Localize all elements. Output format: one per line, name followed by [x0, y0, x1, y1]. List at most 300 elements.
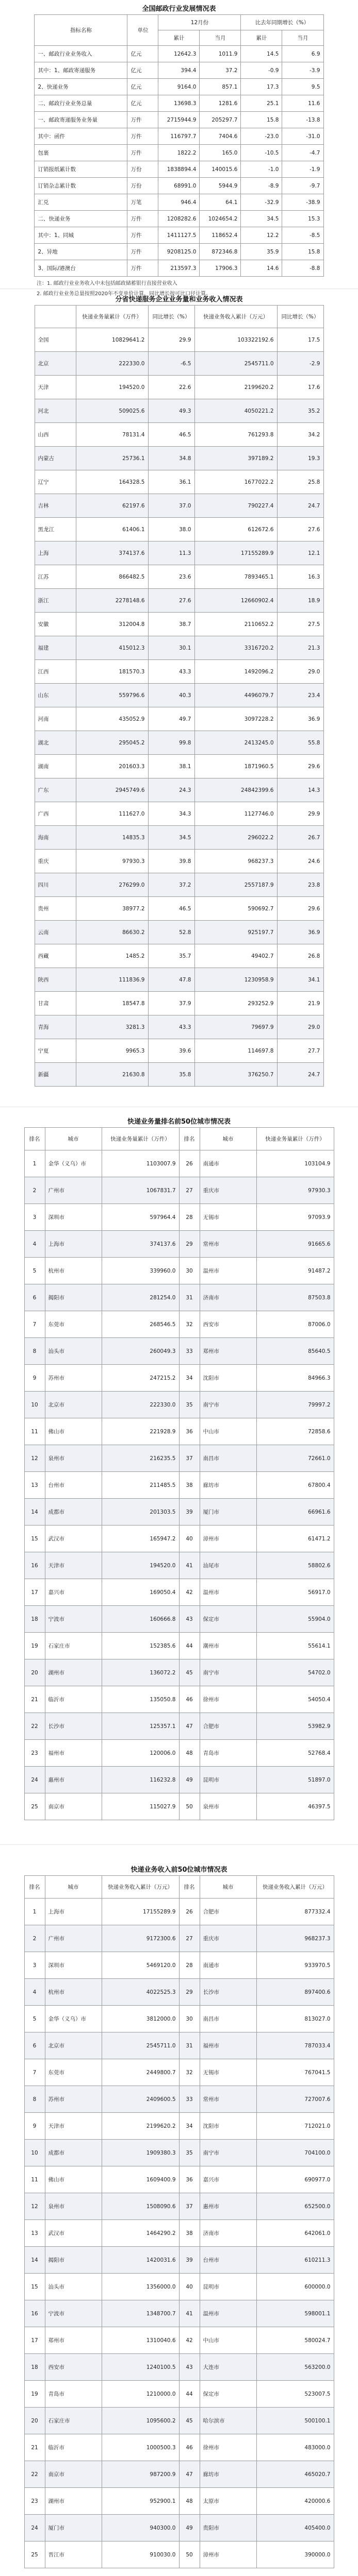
table-row: [35, 850, 323, 873]
table-cell: 39: [179, 1499, 200, 1526]
table-cell: -3.9: [282, 62, 323, 79]
table-cell: 湖南: [35, 755, 76, 778]
table-cell: 万件: [127, 227, 158, 244]
table-cell: 813027.0: [256, 2006, 334, 2032]
table-cell: 598001.1: [256, 2300, 334, 2327]
table-cell: 26.8: [277, 944, 323, 968]
table-cell: 湖州市: [45, 1659, 102, 1686]
table-cell: 4496079.7: [194, 684, 277, 707]
table-cell: 29: [179, 1231, 200, 1258]
table-row: [35, 79, 323, 95]
table-cell: 296022.2: [194, 826, 277, 850]
table-cell: 漳州市: [200, 2541, 256, 2568]
table-row: [24, 2327, 334, 2354]
table-cell: 20: [24, 1659, 45, 1686]
table-cell: 5944.9: [200, 178, 241, 194]
table-cell: 111836.9: [76, 968, 148, 992]
table-cell: 青岛市: [200, 1740, 256, 1767]
table-cell: 2、快递业务: [35, 79, 127, 95]
table-cell: 34.3: [148, 802, 194, 826]
table-row: [35, 589, 323, 613]
national-postal-table: [34, 14, 323, 277]
table-cell: 38.7: [148, 613, 194, 636]
table-cell: 559796.6: [76, 684, 148, 707]
table-cell: 4: [24, 1979, 45, 2006]
section-top50-volume: [0, 1117, 358, 1820]
table-cell: 34.5: [148, 826, 194, 850]
table-cell: 包裹: [35, 145, 127, 161]
table-cell: -10.5: [241, 145, 282, 161]
table-cell: 5: [24, 1258, 45, 1284]
table-cell: 509025.6: [76, 399, 148, 423]
table-cell: 宁波市: [45, 1606, 102, 1633]
table-cell: 483000.0: [256, 2434, 334, 2461]
table-cell: 216235.5: [102, 1445, 179, 1472]
table-cell: 亿元: [127, 95, 158, 112]
table-cell: 重庆市: [200, 1177, 256, 1204]
table-cell: 33: [179, 1338, 200, 1365]
table-row: [24, 2220, 334, 2247]
table-row: [35, 376, 323, 399]
table-cell: 135050.8: [102, 1686, 179, 1713]
table-cell: 1871960.5: [194, 755, 277, 778]
table-cell: 79997.2: [256, 1392, 334, 1418]
table-cell: 114697.8: [194, 1039, 277, 1063]
table-cell: 38.1: [148, 755, 194, 778]
table-cell: 单位: [127, 15, 158, 46]
table-cell: 福州市: [45, 1740, 102, 1767]
table-row: [24, 1284, 334, 1311]
table-title: 全国邮政行业发展情况表: [142, 5, 216, 13]
table-cell: 1127746.0: [194, 802, 277, 826]
table-cell: 27.5: [277, 613, 323, 636]
table-cell: -32.9: [241, 194, 282, 211]
table-cell: 563200.0: [256, 2354, 334, 2381]
table-cell: 10: [24, 1392, 45, 1418]
table-cell: -0.9: [241, 62, 282, 79]
table-cell: 27.7: [277, 1039, 323, 1063]
table-cell: 55614.1: [256, 1633, 334, 1659]
table-cell: 14835.3: [76, 826, 148, 850]
table-cell: 排名: [24, 1128, 45, 1150]
table-cell: -6.5: [148, 352, 194, 376]
table-cell: 79697.9: [194, 1015, 277, 1039]
table-cell: 大连市: [200, 2354, 256, 2381]
table-cell: 45: [179, 1659, 200, 1686]
table-cell: 43: [179, 2354, 200, 2381]
table-cell: 8: [24, 2086, 45, 2113]
table-cell: 北京市: [45, 1392, 102, 1418]
table-cell: 610211.3: [256, 2247, 334, 2274]
table-cell: 23.6: [148, 565, 194, 589]
table-cell: 汕头市: [45, 1338, 102, 1365]
table-cell: 872346.8: [200, 244, 241, 260]
table-cell: 201303.5: [102, 1499, 179, 1526]
table-cell: 160666.8: [102, 1606, 179, 1633]
table-row: [35, 112, 323, 128]
table-cell: -8.9: [241, 178, 282, 194]
table-cell: 47.8: [148, 968, 194, 992]
table-cell: 1210000.0: [102, 2381, 179, 2408]
table-cell: 17.6: [277, 376, 323, 399]
table-cell: 1240100.5: [102, 2354, 179, 2381]
table-cell: 苏州市: [45, 2086, 102, 2113]
table-cell: 15: [24, 2274, 45, 2300]
table-cell: 54050.4: [256, 1686, 334, 1713]
table-cell: 376250.7: [194, 1063, 277, 1087]
table-cell: 11.3: [148, 541, 194, 565]
table-cell: 35.7: [148, 944, 194, 968]
table-cell: 293252.9: [194, 992, 277, 1015]
table-cell: 390000.0: [256, 2541, 334, 2568]
table-cell: 嘉兴市: [200, 2166, 256, 2193]
table-row: [35, 660, 323, 684]
table-cell: 同比增长（%）: [148, 306, 194, 328]
table-cell: 213597.3: [158, 260, 200, 277]
table-cell: 东莞市: [45, 2059, 102, 2086]
table-row: [24, 1472, 334, 1499]
table-cell: 万件: [127, 211, 158, 227]
table-cell: 19: [24, 1633, 45, 1659]
table-cell: 深圳市: [45, 1952, 102, 1979]
table-row: [24, 1552, 334, 1579]
table-cell: 3、国际/港澳台: [35, 260, 127, 277]
table-cell: 54702.0: [256, 1659, 334, 1686]
table-cell: 37: [179, 1445, 200, 1472]
table-cell: 1348700.7: [102, 2300, 179, 2327]
table-cell: 116797.7: [158, 128, 200, 145]
table-cell: 青岛市: [45, 2381, 102, 2408]
table-cell: 16: [24, 2300, 45, 2327]
table-row: [24, 1231, 334, 1258]
table-cell: 1095600.2: [102, 2408, 179, 2434]
table-cell: 贵阳市: [200, 2515, 256, 2541]
table-cell: 西藏: [35, 944, 76, 968]
table-cell: 苏州市: [45, 1365, 102, 1392]
table-cell: 37.0: [148, 494, 194, 518]
table-cell: 405400.0: [256, 2515, 334, 2541]
table-cell: 27.6: [277, 518, 323, 541]
table-cell: 29: [179, 1979, 200, 2006]
table-cell: 14: [24, 2247, 45, 2274]
table-cell: 4022525.3: [102, 1979, 179, 2006]
table-cell: 36.1: [148, 470, 194, 494]
table-cell: 7893465.1: [194, 565, 277, 589]
table-cell: 31: [179, 2032, 200, 2059]
table-cell: 贵州: [35, 897, 76, 921]
table-cell: 1011.9: [200, 46, 241, 62]
table-cell: 陕西: [35, 968, 76, 992]
table-cell: 临沂市: [45, 2434, 102, 2461]
table-cell: 35: [179, 1392, 200, 1418]
table-cell: 13698.3: [158, 95, 200, 112]
table-cell: 10: [24, 2140, 45, 2166]
table-cell: 1230958.9: [194, 968, 277, 992]
divider: [0, 1844, 358, 1845]
table-cell: 9208125.0: [158, 244, 200, 260]
table-cell: 790227.4: [194, 494, 277, 518]
table-cell: 1000500.3: [102, 2434, 179, 2461]
table-cell: 其中：1、邮政寄递服务: [35, 62, 127, 79]
table-cell: -4.7: [282, 145, 323, 161]
table-cell: 泉州市: [45, 2193, 102, 2220]
table-cell: 120006.0: [102, 1740, 179, 1767]
table-cell: 25736.1: [76, 447, 148, 470]
table-cell: 30.1: [148, 636, 194, 660]
table-cell: 排名: [24, 1876, 45, 1899]
table-cell: 7404.6: [200, 128, 241, 145]
table-cell: 61406.1: [76, 518, 148, 541]
table-cell: 36: [179, 2166, 200, 2193]
table-row: [35, 992, 323, 1015]
table-cell: 汇兑: [35, 194, 127, 211]
table-cell: 51897.0: [256, 1767, 334, 1793]
table-cell: 南宁市: [200, 2140, 256, 2166]
table-cell: 30: [179, 1258, 200, 1284]
table-cell: 56917.0: [256, 1579, 334, 1606]
table-cell: 杭州市: [45, 1979, 102, 2006]
table-cell: 常州市: [200, 2086, 256, 2113]
table-cell: 2、异地: [35, 244, 127, 260]
table-cell: 河南: [35, 707, 76, 731]
table-row: [35, 1063, 323, 1087]
table-cell: 34: [179, 1365, 200, 1392]
table-cell: 97093.9: [256, 1204, 334, 1231]
table-cell: 5: [24, 2006, 45, 2032]
table-cell: 34.8: [148, 447, 194, 470]
table-cell: 24.6: [277, 850, 323, 873]
table-cell: 17906.3: [200, 260, 241, 277]
table-cell: 34.2: [277, 423, 323, 447]
table-cell: 45: [179, 2408, 200, 2434]
table-row: [35, 755, 323, 778]
table-cell: 201603.3: [76, 755, 148, 778]
table-row: [24, 1952, 334, 1979]
table-cell: 29.9: [277, 802, 323, 826]
table-cell: 761293.8: [194, 423, 277, 447]
table-cell: 29.6: [277, 897, 323, 921]
table-row: [24, 2032, 334, 2059]
table-cell: 石家庄市: [45, 2408, 102, 2434]
table-cell: 南昌市: [200, 1445, 256, 1472]
table-cell: 1677022.2: [194, 470, 277, 494]
table-cell: 67800.4: [256, 1472, 334, 1499]
table-cell: 3097228.2: [194, 707, 277, 731]
table-cell: 165.0: [200, 145, 241, 161]
table-cell: 8: [24, 1338, 45, 1365]
table-row: [24, 1659, 334, 1686]
table-row: [24, 1392, 334, 1418]
table-cell: 北京: [35, 352, 76, 376]
table-cell: 万笔: [127, 194, 158, 211]
table-cell: 徐州市: [200, 1686, 256, 1713]
table-cell: 漳州市: [200, 1526, 256, 1552]
table-cell: 97930.3: [256, 1177, 334, 1204]
table-cell: 2945749.6: [76, 778, 148, 802]
table-cell: 3: [24, 1204, 45, 1231]
table-cell: 杭州市: [45, 1258, 102, 1284]
table-cell: 68991.0: [158, 178, 200, 194]
table-cell: 武汉市: [45, 2220, 102, 2247]
footnote-line: 注：1. 邮政行业业务收入中未包括邮政储蓄银行直接营业收入: [37, 281, 177, 286]
table-cell: 46: [179, 2434, 200, 2461]
table-cell: 40: [179, 2274, 200, 2300]
table-cell: 快递业务收入累计（万元）: [256, 1876, 334, 1899]
table-cell: 泉州市: [45, 1445, 102, 1472]
table-cell: 49: [179, 2515, 200, 2541]
table-cell: 12.1: [277, 541, 323, 565]
table-cell: 1356000.0: [102, 2274, 179, 2300]
table-row: [24, 2488, 334, 2515]
table-cell: 35: [179, 2140, 200, 2166]
table-cell: 38.0: [148, 518, 194, 541]
table-cell: 21.9: [277, 992, 323, 1015]
table-cell: 南昌市: [200, 2006, 256, 2032]
table-cell: 29.0: [277, 660, 323, 684]
table-row: [24, 1418, 334, 1445]
table-row: [35, 1015, 323, 1039]
table-cell: 黑龙江: [35, 518, 76, 541]
table-cell: 佛山市: [45, 1418, 102, 1445]
table-row: [24, 1499, 334, 1526]
table-cell: 一、邮政行业业务收入: [35, 46, 127, 62]
table-cell: 快递业务量累计（万件）: [256, 1128, 334, 1150]
table-cell: 南京市: [45, 1793, 102, 1820]
table-cell: 重庆: [35, 850, 76, 873]
table-cell: 当月: [282, 30, 323, 46]
table-cell: 968237.3: [256, 1925, 334, 1952]
table-row: [35, 873, 323, 897]
table-cell: 亿元: [127, 62, 158, 79]
table-cell: 上海市: [45, 1899, 102, 1925]
table-cell: 温州市: [200, 1579, 256, 1606]
table-row: [24, 2193, 334, 2220]
table-cell: 952900.1: [102, 2488, 179, 2515]
table-cell: 长沙市: [45, 1713, 102, 1740]
table-row: [35, 541, 323, 565]
table-cell: 江苏: [35, 565, 76, 589]
table-row: [24, 2247, 334, 2274]
table-cell: 767041.5: [256, 2059, 334, 2086]
table-cell: 23.4: [277, 684, 323, 707]
table-cell: 亿元: [127, 79, 158, 95]
table-cell: 南通市: [200, 1952, 256, 1979]
table-cell: 2278148.6: [76, 589, 148, 613]
table-row: [24, 1793, 334, 1820]
table-cell: 36.9: [277, 707, 323, 731]
table-cell: 41: [179, 1552, 200, 1579]
table-row: [24, 2354, 334, 2381]
table-cell: 66961.6: [256, 1499, 334, 1526]
table-cell: 933970.5: [256, 1952, 334, 1979]
table-cell: 9.5: [282, 79, 323, 95]
table-cell: 24.7: [277, 1063, 323, 1087]
table-cell: 武汉市: [45, 1526, 102, 1552]
table-cell: 济南市: [200, 1284, 256, 1311]
table-cell: 34.1: [277, 968, 323, 992]
table-cell: 佛山市: [45, 2166, 102, 2193]
table-cell: 125357.1: [102, 1713, 179, 1740]
table-cell: 12月份: [158, 15, 241, 30]
table-cell: 14: [24, 1499, 45, 1526]
table-cell: 580024.7: [256, 2327, 334, 2354]
table-cell: 22: [24, 1713, 45, 1740]
table-cell: 一、邮政寄递服务业务量: [35, 112, 127, 128]
table-cell: -13.8: [282, 112, 323, 128]
table-cell: 累计: [158, 30, 200, 46]
table-cell: 24: [24, 1767, 45, 1793]
table-cell: 41: [179, 2300, 200, 2327]
table-cell: -23.0: [241, 128, 282, 145]
table-cell: 快递业务收入累计（万元）: [102, 1876, 179, 1899]
table-cell: 99.8: [148, 731, 194, 755]
table-cell: 18547.8: [76, 992, 148, 1015]
table-cell: 5469120.0: [102, 1952, 179, 1979]
table-cell: 61471.2: [256, 1526, 334, 1552]
table-cell: 厦门市: [200, 1499, 256, 1526]
table-cell: 23.8: [277, 873, 323, 897]
table-cell: 辽宁: [35, 470, 76, 494]
table-row: [35, 95, 323, 112]
table-cell: 465020.7: [256, 2461, 334, 2488]
table-cell: 其中：1、同城: [35, 227, 127, 244]
table-cell: 17.5: [277, 328, 323, 352]
table-cell: 廊坊市: [200, 1472, 256, 1499]
table-cell: 642061.0: [256, 2220, 334, 2247]
table-row: [24, 2461, 334, 2488]
table-cell: 城市: [200, 1128, 256, 1150]
table-row: [35, 968, 323, 992]
table-cell: 订销杂志累计数: [35, 178, 127, 194]
table-cell: 374137.6: [102, 1231, 179, 1258]
table-cell: 38: [179, 2220, 200, 2247]
table-cell: [35, 306, 76, 328]
table-cell: 天津: [35, 376, 76, 399]
table-cell: 成都市: [45, 2140, 102, 2166]
top50-revenue-table: [24, 1875, 334, 2568]
table-cell: 111627.0: [76, 802, 148, 826]
table-cell: 4: [24, 1231, 45, 1258]
table-cell: 15: [24, 1526, 45, 1552]
section-province-express: [0, 295, 358, 1087]
table-cell: 徐州市: [200, 2434, 256, 2461]
table-cell: 1508090.6: [102, 2193, 179, 2220]
table-cell: 247215.2: [102, 1365, 179, 1392]
table-cell: 揭阳市: [45, 2247, 102, 2274]
table-cell: 海南: [35, 826, 76, 850]
table-cell: 城市: [45, 1128, 102, 1150]
table-cell: 21: [24, 2434, 45, 2461]
table-cell: 78131.4: [76, 423, 148, 447]
table-row: [35, 731, 323, 755]
table-cell: 312004.8: [76, 613, 148, 636]
table-cell: 内蒙古: [35, 447, 76, 470]
table-cell: 12: [24, 1445, 45, 1472]
table-cell: 44: [179, 1633, 200, 1659]
table-cell: 宁夏: [35, 1039, 76, 1063]
table-cell: 2449800.7: [102, 2059, 179, 2086]
table-cell: 115027.9: [102, 1793, 179, 1820]
table-cell: 43.3: [148, 660, 194, 684]
table-row: [35, 227, 323, 244]
table-cell: 2413245.0: [194, 731, 277, 755]
table-cell: 27: [179, 1177, 200, 1204]
table-cell: 安徽: [35, 613, 76, 636]
table-cell: 33: [179, 2086, 200, 2113]
table-cell: 103322192.6: [194, 328, 277, 352]
table-cell: 103104.9: [256, 1150, 334, 1177]
table-cell: 太原市: [200, 2488, 256, 2515]
